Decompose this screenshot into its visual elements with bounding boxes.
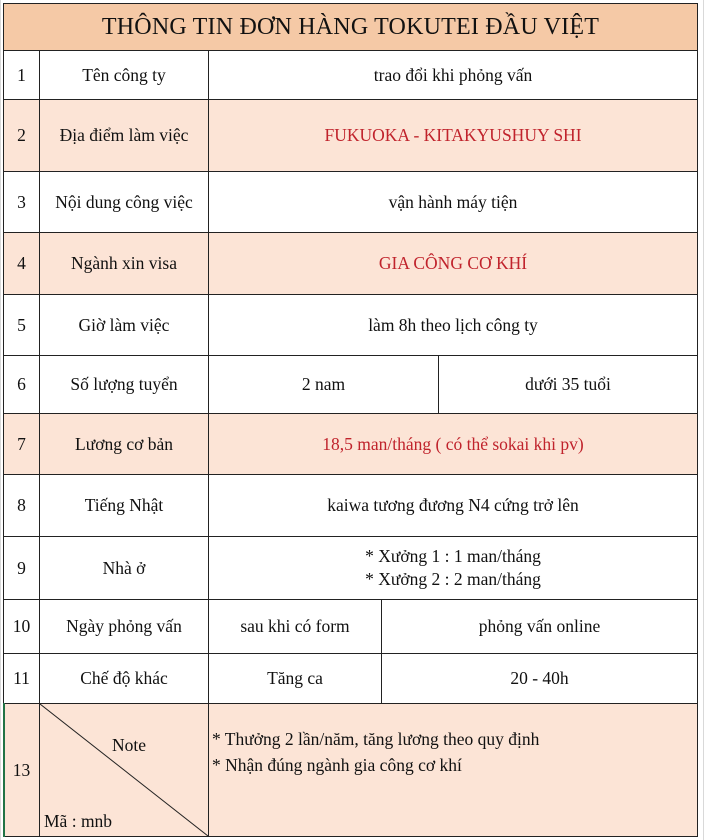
row-label[interactable]: Số lượng tuyển — [40, 356, 209, 414]
row-value[interactable]: trao đổi khi phỏng vấn — [209, 51, 698, 100]
row-number[interactable]: 5 — [3, 295, 40, 356]
row-label[interactable]: Tiếng Nhật — [40, 475, 209, 537]
housing-line-2: * Xưởng 2 : 2 man/tháng — [365, 569, 541, 589]
code-label: Mã : mnb — [44, 811, 113, 832]
row-label[interactable]: Ngày phỏng vấn — [40, 600, 209, 654]
row-label[interactable]: Địa điểm làm việc — [40, 100, 209, 172]
row-number[interactable]: 1 — [3, 51, 40, 100]
table-title[interactable]: THÔNG TIN ĐƠN HÀNG TOKUTEI ĐẦU VIỆT — [3, 3, 698, 51]
row-value-left[interactable]: Tăng ca — [209, 654, 382, 704]
row-number[interactable]: 8 — [3, 475, 40, 537]
row-label[interactable]: Ngành xin visa — [40, 233, 209, 295]
row-value-left[interactable]: sau khi có form — [209, 600, 382, 654]
row-number[interactable]: 9 — [3, 537, 40, 600]
gridline — [0, 0, 1, 840]
row-value[interactable]: kaiwa tương đương N4 cứng trở lên — [209, 475, 698, 537]
note-cell[interactable] — [40, 704, 209, 837]
row-value[interactable]: GIA CÔNG CƠ KHÍ — [209, 233, 698, 295]
table-row — [3, 704, 698, 837]
selected-row-marker — [3, 703, 5, 837]
row-value-right[interactable]: dưới 35 tuổi — [439, 356, 698, 414]
row-number[interactable]: 2 — [3, 100, 40, 172]
row-label[interactable]: Nội dung công việc — [40, 172, 209, 233]
table-row — [3, 233, 698, 295]
table-row — [3, 600, 698, 654]
row-number[interactable]: 13 — [3, 704, 40, 837]
row-value[interactable]: vận hành máy tiện — [209, 172, 698, 233]
table-row — [3, 172, 698, 233]
gridline — [703, 0, 704, 840]
row-label[interactable]: Giờ làm việc — [40, 295, 209, 356]
row-label[interactable]: Tên công ty — [40, 51, 209, 100]
table-row — [3, 414, 698, 475]
row-number[interactable]: 11 — [3, 654, 40, 704]
row-number[interactable]: 4 — [3, 233, 40, 295]
row-value[interactable]: FUKUOKA - KITAKYUSHUY SHI — [209, 100, 698, 172]
row-label[interactable]: Chế độ khác — [40, 654, 209, 704]
row-value[interactable]: 18,5 man/tháng ( có thể sokai khi pv) — [209, 414, 698, 475]
table-row — [3, 654, 698, 704]
table-row — [3, 356, 698, 414]
row-number[interactable]: 3 — [3, 172, 40, 233]
note-content[interactable] — [209, 704, 698, 837]
table-row — [3, 295, 698, 356]
note-label: Note — [112, 735, 147, 755]
row-value-left[interactable]: 2 nam — [209, 356, 439, 414]
table-row — [3, 537, 698, 600]
housing-line-1: * Xưởng 1 : 1 man/tháng — [365, 546, 541, 567]
table-row — [3, 475, 698, 537]
row-number[interactable]: 10 — [3, 600, 40, 654]
row-value[interactable] — [209, 537, 698, 600]
row-value-right[interactable]: 20 - 40h — [382, 654, 698, 704]
note-line-1: * Thưởng 2 lần/năm, tăng lương theo quy định — [212, 729, 540, 749]
row-number[interactable]: 7 — [3, 414, 40, 475]
note-line-2: * Nhận đúng ngành gia công cơ khí — [212, 755, 462, 776]
row-number[interactable]: 6 — [3, 356, 40, 414]
row-label[interactable]: Nhà ở — [40, 537, 209, 600]
row-value[interactable]: làm 8h theo lịch công ty — [209, 295, 698, 356]
row-value-right[interactable]: phỏng vấn online — [382, 600, 698, 654]
row-label[interactable]: Lương cơ bản — [40, 414, 209, 475]
table-row — [3, 51, 698, 100]
table-row — [3, 100, 698, 172]
